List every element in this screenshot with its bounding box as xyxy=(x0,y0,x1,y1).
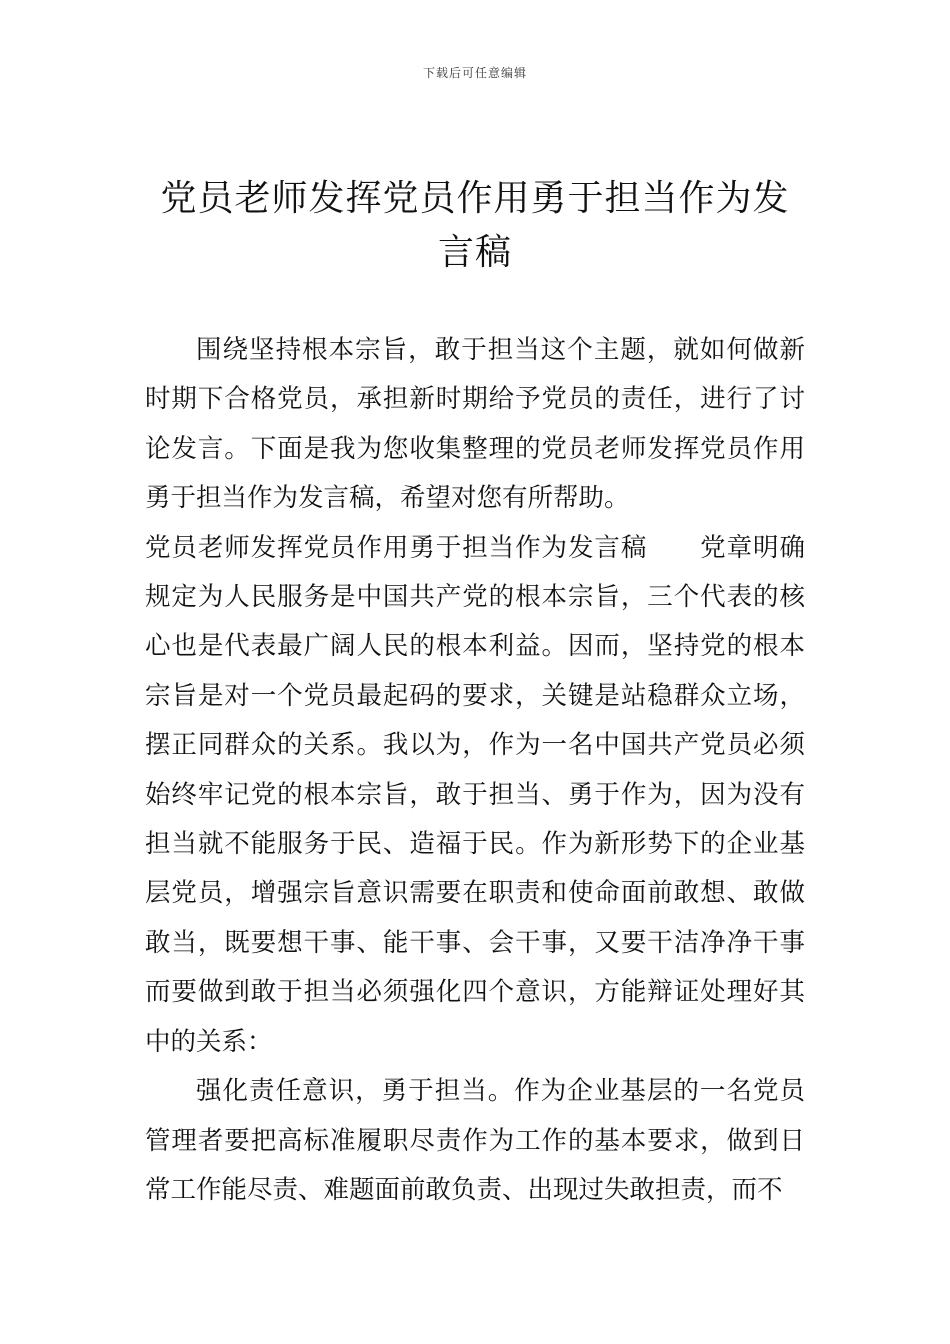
intro-paragraph: 围绕坚持根本宗旨，敢于担当这个主题，就如何做新时期下合格党员，承担新时期给予党员的责任，进行了讨论发言。下面是我为您收集整理的党员老师发挥党员作用勇于担当作为发言稿，希望对您有所帮助。 xyxy=(145,335,805,514)
body-paragraph: 党员老师发挥党员作用勇于担当作为发言稿 党章明确规定为人民服务是中国共产党的根本宗旨，三个代表的核心也是代表最广阔人民的根本利益。因而，坚持党的根本宗旨是对一个党员最起码的要求，关键是站稳群众立场，摆正同群众的关系。我以为，作为一名中国共产党员必须始终牢记党的根本宗旨，敢于担当、勇于作为，因为没有担当就不能服务于民、造福于民。作为新形势下的企业基层党员，增强宗旨意识需要在职责和使命面前敢想、敢做敢当，既要想干事、能干事、会干事，又要干洁净净干事而要做到敢于担当必须强化四个意识，方能辩证处理好其中的关系： xyxy=(145,532,805,1057)
responsibility-paragraph: 强化责任意识，勇于担当。作为企业基层的一名党员管理者要把高标准履职尽责作为工作的基本要求，做到日常工作能尽责、难题面前敢负责、出现过失敢担责，而不 xyxy=(145,1076,805,1205)
document-body xyxy=(145,326,805,1215)
document-title: 党员老师发挥党员作用勇于担当作为发言稿 xyxy=(160,178,790,273)
header-note: 下载后可任意编辑 xyxy=(422,66,527,80)
